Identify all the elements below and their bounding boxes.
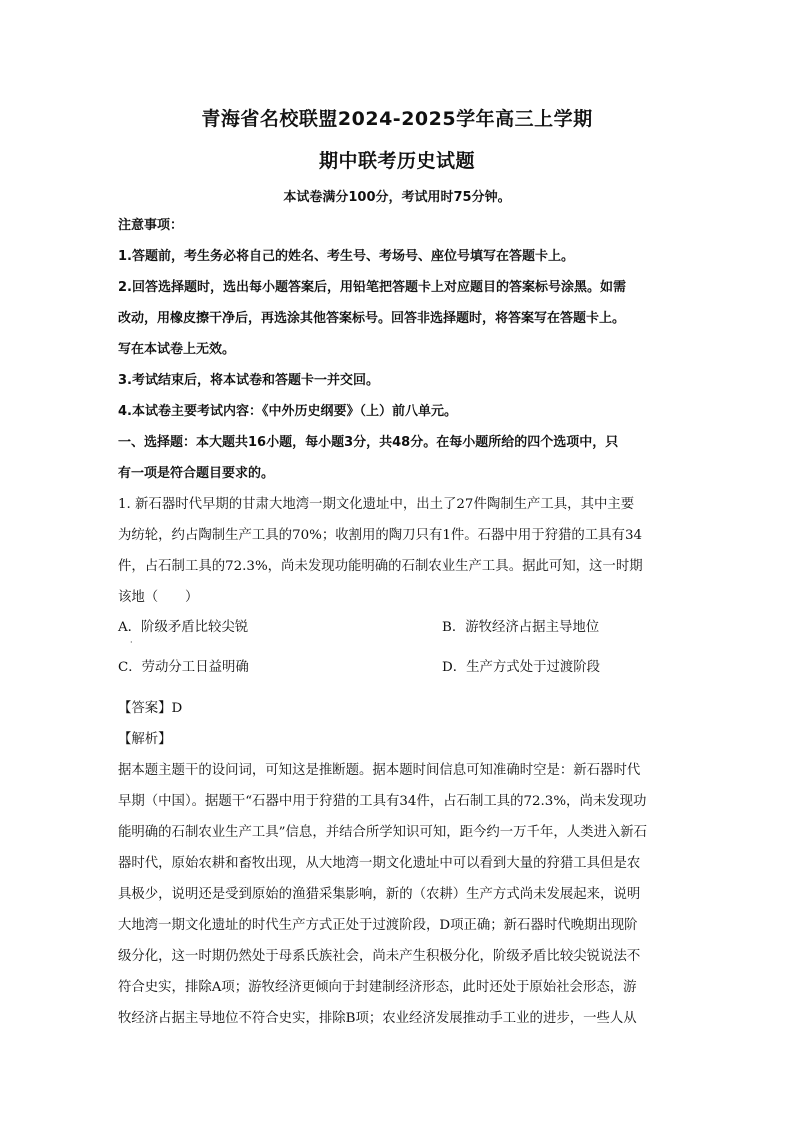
question-stem-line3: 件，占石制工具的72.3%，尚未发现功能明确的石制农业生产工具。据此可知，这一时期 [118, 559, 643, 574]
analysis-line-3: 能明确的石制农业生产工具”信息，并结合所学知识可知，距今约一万千年，人类进入新石 [118, 825, 648, 840]
analysis-line-4: 器时代，原始农耕和畜牧出现，从大地湾一期文化遗址中可以看到大量的狩猎工具但是农 [118, 856, 641, 871]
answer-line: 【答案】D [118, 701, 183, 716]
exam-title-line2: 期中联考历史试题 [318, 150, 475, 172]
option-c: C．劳动分工日益明确 [118, 660, 249, 675]
analysis-line-9: 牧经济占据主导地位不符合史实，排除B项；农业经济发展推动手工业的进步，一些人从 [118, 1011, 637, 1026]
analysis-line-5: 具极少，说明还是受到原始的渔猎采集影响，新的（农耕）生产方式尚未发展起来，说明 [118, 887, 641, 902]
analysis-line-6: 大地湾一期文化遗址的时代生产方式正处于过渡阶段，D项正确；新石器时代晚期出现阶 [118, 918, 638, 933]
question-stem-line2: 为纺轮，约占陶制生产工具的70%；收割用的陶刀只有1件。石器中用于狩猎的工具有34 [118, 528, 642, 543]
analysis-line-2: 早期（中国）。据题干“石器中用于狩猎的工具有34件，占石制工具的72.3%，尚未发现功 [118, 794, 647, 809]
notes-heading: 注意事项： [118, 218, 184, 233]
option-b: B．游牧经济占据主导地位 [442, 620, 600, 635]
analysis-line-1: 据本题主题干的设问词，可知这是推断题。据本题时间信息可知准确时空是：新石器时代 [118, 763, 641, 778]
exam-title-line1: 青海省名校联盟2024-2025学年高三上学期 [201, 108, 593, 130]
exam-content [118, 210, 674, 1034]
question-options [118, 613, 674, 693]
section-heading-line1: 一、选择题：本大题共16小题，每小题3分，共48分。在每小题所给的四个选项中，只 [118, 435, 619, 450]
option-a-dot-mark: · [130, 638, 133, 647]
analysis-line-7: 级分化，这一时期仍然处于母系氏族社会，尚未产生积极分化，阶级矛盾比较尖锐说法不 [118, 949, 641, 964]
note-item-3: 3.考试结束后，将本试卷和答题卡一并交回。 [118, 373, 379, 388]
analysis-line-8: 符合史实，排除A项；游牧经济更倾向于封建制经济形态，此时还处于原始社会形态，游 [118, 980, 637, 995]
analysis-heading: 【解析】 [118, 732, 172, 747]
note-item-4: 4.本试卷主要考试内容：《中外历史纲要》（上）前八单元。 [118, 404, 457, 419]
note-item-2: 2.回答选择题时，选出每小题答案后，用铅笔把答题卡上对应题目的答案标号涂黑。如需 [118, 280, 626, 295]
note-item-2-end: 写在本试卷上无效。 [118, 342, 236, 357]
section-heading-line2: 有一项是符合题目要求的。 [118, 466, 275, 481]
question-stem-line1: 1. 新石器时代早期的甘肃大地湾一期文化遗址中，出土了27件陶制生产工具，其中主要 [118, 497, 635, 512]
exam-subtitle: 本试卷满分100分，考试用时75分钟。 [283, 190, 511, 205]
question-stem-line4: 该地（ ） [118, 590, 199, 605]
note-item-2-cont: 改动，用橡皮擦干净后，再选涂其他答案标号。回答非选择题时，将答案写在答题卡上。 [118, 311, 626, 326]
option-a: A．阶级矛盾比较尖锐 [118, 620, 249, 635]
note-item-1: 1.答题前，考生务必将自己的姓名、考生号、考场号、座位号填写在答题卡上。 [118, 249, 574, 264]
option-d: D．生产方式处于过渡阶段 [442, 660, 601, 675]
